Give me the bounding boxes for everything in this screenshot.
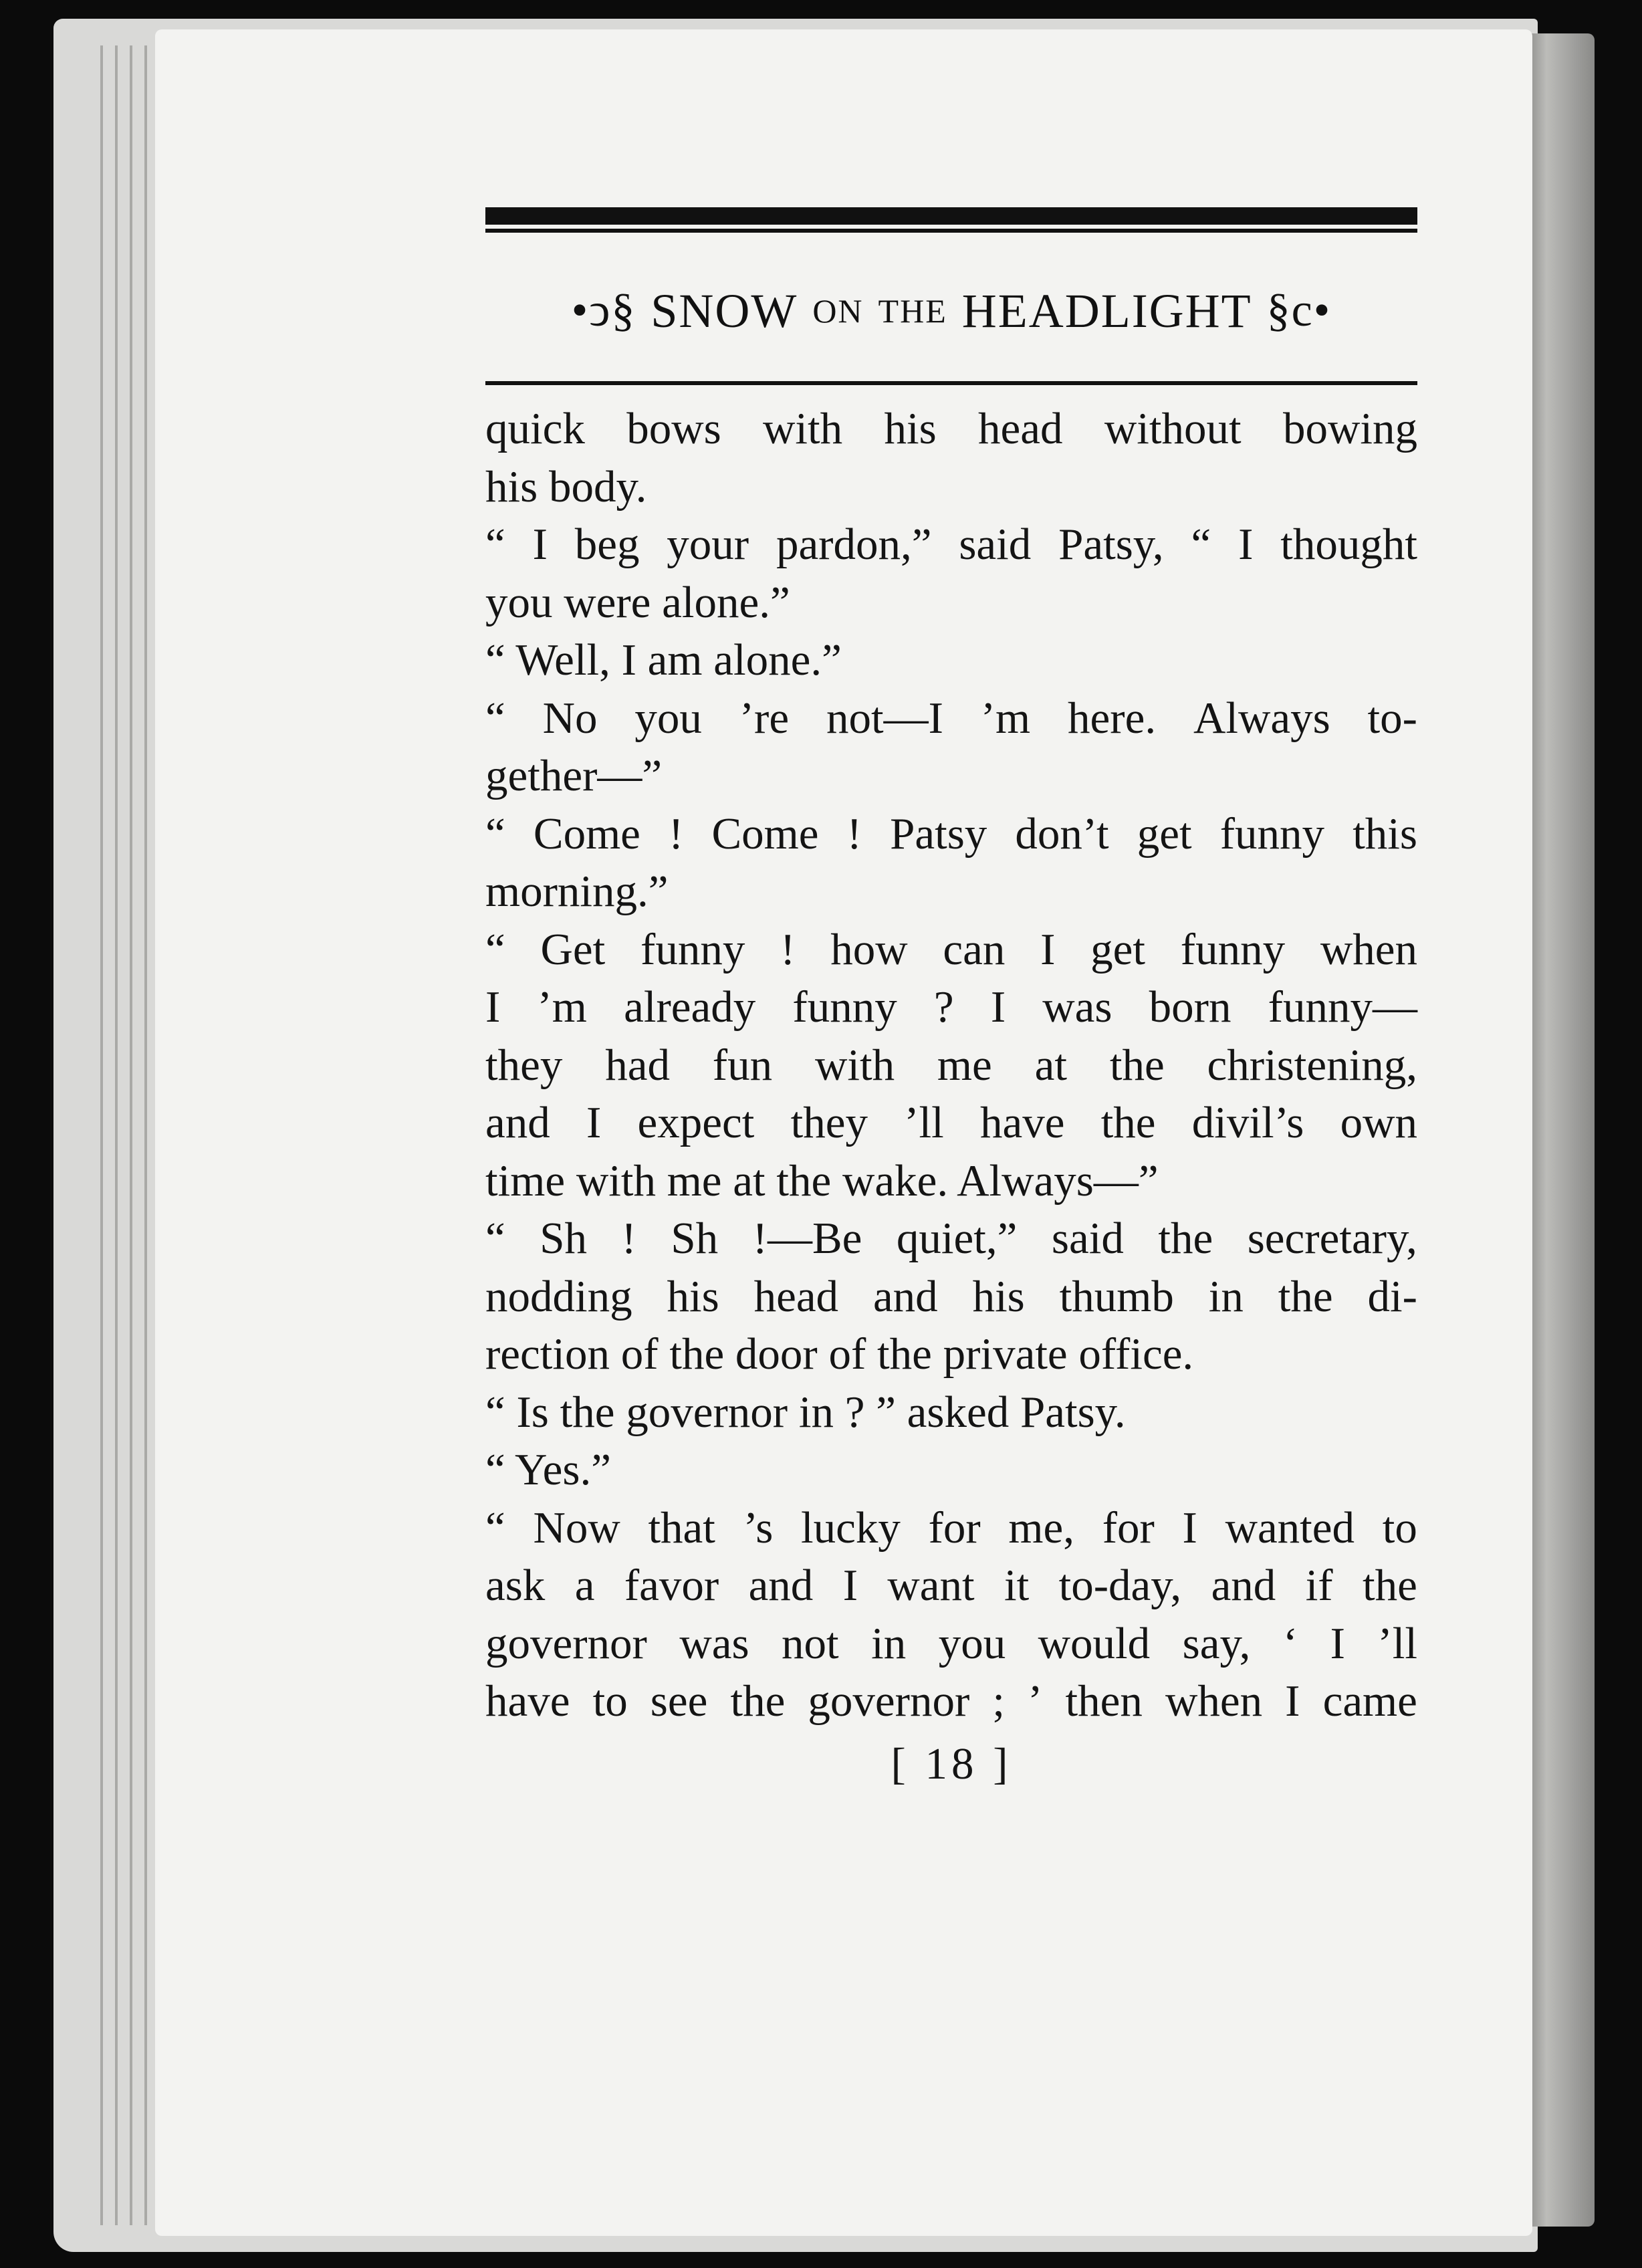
word: wanted xyxy=(1225,1502,1355,1553)
word: and xyxy=(872,1271,938,1321)
word: then xyxy=(1065,1676,1143,1726)
running-head-word: SNOW xyxy=(651,284,798,338)
word: get xyxy=(1090,924,1146,974)
word: here. xyxy=(1068,693,1157,743)
word: pardon,” xyxy=(776,520,932,569)
word: ‘ xyxy=(1282,1618,1298,1668)
text-line xyxy=(485,1268,1417,1326)
word: ask xyxy=(485,1561,546,1610)
word: lucky xyxy=(801,1502,901,1553)
word: and xyxy=(485,1098,550,1147)
word: was xyxy=(679,1618,749,1668)
word: your xyxy=(667,520,749,569)
word: funny xyxy=(640,924,745,974)
word: funny— xyxy=(1268,982,1417,1032)
word: and xyxy=(1211,1561,1276,1610)
word: own xyxy=(1340,1098,1417,1147)
word: !—Be xyxy=(752,1214,862,1263)
word: ! xyxy=(780,924,796,974)
word: ! xyxy=(846,808,862,859)
word: ’m xyxy=(537,982,587,1032)
word: I xyxy=(485,982,501,1032)
word: if xyxy=(1305,1561,1333,1610)
text-line xyxy=(485,921,1417,979)
word: favor xyxy=(624,1561,719,1610)
word: me xyxy=(937,1040,992,1090)
text-line xyxy=(485,1557,1417,1615)
word: to-day, xyxy=(1058,1561,1182,1610)
word: see xyxy=(650,1676,708,1726)
word: Always xyxy=(1193,693,1330,743)
word: his xyxy=(884,404,937,453)
word: to xyxy=(592,1676,628,1726)
word: said xyxy=(959,520,1032,569)
word: “ xyxy=(485,924,505,974)
text-line: “ Well, I am alone.” xyxy=(485,635,842,685)
word: when xyxy=(1165,1676,1263,1726)
text-line: morning.” xyxy=(485,867,669,916)
word: Sh xyxy=(671,1214,719,1263)
text-line xyxy=(485,1499,1417,1557)
word: the xyxy=(1278,1271,1333,1321)
word: me, xyxy=(1008,1502,1075,1553)
word: not—I xyxy=(826,693,943,743)
word: I xyxy=(1040,924,1056,974)
word: say, xyxy=(1182,1618,1251,1668)
word: the xyxy=(1363,1561,1417,1610)
word: for xyxy=(928,1502,981,1553)
word: and xyxy=(748,1561,814,1610)
running-head-word: ON xyxy=(812,292,864,330)
word: “ xyxy=(485,808,505,859)
word: his xyxy=(972,1271,1025,1321)
text-line xyxy=(485,516,1417,574)
word: born xyxy=(1149,982,1232,1032)
page-number: [ 18 ] xyxy=(891,1739,1012,1789)
text-line xyxy=(485,1210,1417,1268)
word: want xyxy=(887,1561,975,1610)
word: the xyxy=(1109,1040,1165,1090)
right-ornament-icon: §c• xyxy=(1266,285,1332,336)
word: with xyxy=(763,404,843,453)
word: “ xyxy=(485,1502,505,1553)
word: governor xyxy=(808,1676,970,1726)
word: Get xyxy=(540,924,606,974)
page-edge xyxy=(115,45,118,2225)
text-line xyxy=(485,805,1417,863)
text-line xyxy=(485,1672,1417,1730)
word: “ xyxy=(485,693,505,743)
text-line xyxy=(485,400,1417,458)
word: ! xyxy=(669,808,684,859)
word: thumb xyxy=(1059,1271,1174,1321)
word: head xyxy=(753,1271,839,1321)
word: ? xyxy=(933,982,954,1032)
text-line xyxy=(485,1615,1417,1673)
word: in xyxy=(871,1618,907,1668)
text-line: time with me at the wake. Always—” xyxy=(485,1155,1159,1206)
running-head-word: THE xyxy=(878,292,947,330)
word: ’re xyxy=(739,693,790,743)
word: for xyxy=(1102,1502,1155,1553)
word: get xyxy=(1137,808,1192,859)
word: quiet,” xyxy=(896,1214,1018,1263)
word: at xyxy=(1034,1040,1067,1090)
word: I xyxy=(586,1098,602,1147)
header-thin-rule xyxy=(485,229,1417,233)
word: funny xyxy=(1180,924,1286,974)
word: don’t xyxy=(1015,808,1109,859)
text-line: “ Is the governor in ? ” asked Patsy. xyxy=(485,1387,1126,1437)
word: ; xyxy=(992,1676,1005,1726)
running-head-word: HEADLIGHT xyxy=(961,284,1252,338)
word: Patsy xyxy=(890,808,987,859)
word: you xyxy=(634,693,702,743)
word: with xyxy=(814,1040,895,1090)
word: you xyxy=(938,1618,1006,1668)
text-line xyxy=(485,1036,1417,1095)
word: when xyxy=(1320,924,1417,974)
word: Patsy, xyxy=(1058,520,1164,569)
left-ornament-icon: •ↄ§ xyxy=(571,285,636,336)
page-edge xyxy=(130,45,132,2225)
word: I xyxy=(1238,520,1254,569)
word: expect xyxy=(637,1098,755,1147)
word: Come xyxy=(533,808,640,859)
page-edge xyxy=(100,45,103,2225)
word: “ xyxy=(1191,520,1211,569)
running-head xyxy=(485,281,1417,341)
word: have xyxy=(979,1098,1065,1147)
header-thick-rule xyxy=(485,207,1417,225)
word: can xyxy=(943,924,1006,974)
header-bottom-rule xyxy=(485,381,1417,385)
word: funny xyxy=(1219,808,1325,859)
word: Sh xyxy=(540,1214,588,1263)
word: “ xyxy=(485,1214,505,1263)
text-line: “ Yes.” xyxy=(485,1445,611,1494)
word: divil’s xyxy=(1191,1098,1304,1147)
word: a xyxy=(574,1561,595,1610)
word: secretary, xyxy=(1247,1214,1417,1263)
word: his xyxy=(667,1271,719,1321)
word: Now xyxy=(533,1502,620,1553)
text-line: his body. xyxy=(485,461,647,512)
word: bows xyxy=(626,404,721,453)
word: Come xyxy=(711,808,819,859)
word: said xyxy=(1051,1214,1124,1263)
word: would xyxy=(1038,1618,1151,1668)
word: came xyxy=(1322,1676,1417,1726)
text-line: you were alone.” xyxy=(485,577,790,627)
word: to- xyxy=(1367,693,1417,743)
body-text xyxy=(485,400,1417,1730)
word: to xyxy=(1382,1502,1417,1553)
word: had xyxy=(605,1040,670,1090)
text-line xyxy=(485,1094,1417,1152)
word: the xyxy=(1100,1098,1156,1147)
word: bowing xyxy=(1282,404,1417,453)
word: they xyxy=(485,1040,563,1090)
word: the xyxy=(1158,1214,1213,1263)
word: ’ xyxy=(1028,1676,1043,1726)
word: that xyxy=(648,1502,715,1553)
text-line: gether—” xyxy=(485,751,663,800)
word: ! xyxy=(621,1214,636,1263)
word: No xyxy=(542,693,598,743)
word: was xyxy=(1042,982,1112,1032)
word: I xyxy=(842,1561,858,1610)
word: ’ll xyxy=(1377,1618,1417,1668)
word: head xyxy=(978,404,1063,453)
word: this xyxy=(1353,808,1417,859)
text-line xyxy=(485,689,1417,748)
word: thought xyxy=(1280,520,1417,569)
word: in xyxy=(1208,1271,1244,1321)
word: without xyxy=(1104,404,1242,453)
word: I xyxy=(990,982,1006,1032)
word: ’ll xyxy=(904,1098,944,1147)
word: have xyxy=(485,1676,570,1726)
text-line xyxy=(485,978,1417,1036)
word: not xyxy=(782,1618,839,1668)
page-edge xyxy=(144,45,147,2225)
word: I xyxy=(1182,1502,1197,1553)
word: already xyxy=(624,982,756,1032)
word: “ xyxy=(485,520,505,569)
word: I xyxy=(1330,1618,1345,1668)
word: fun xyxy=(712,1040,773,1090)
word: ’m xyxy=(980,693,1031,743)
word: governor xyxy=(485,1618,647,1668)
word: quick xyxy=(485,404,585,453)
word: nodding xyxy=(485,1271,632,1321)
word: christening, xyxy=(1207,1040,1417,1090)
word: I xyxy=(1285,1676,1300,1726)
word: funny xyxy=(792,982,897,1032)
word: how xyxy=(830,924,908,974)
word: ’s xyxy=(743,1502,774,1553)
word: the xyxy=(730,1676,786,1726)
text-line: rection of the door of the private office. xyxy=(485,1329,1194,1379)
word: it xyxy=(1004,1561,1030,1610)
word: I xyxy=(532,520,548,569)
word: di- xyxy=(1367,1271,1417,1321)
word: beg xyxy=(574,520,640,569)
word: they xyxy=(790,1098,868,1147)
